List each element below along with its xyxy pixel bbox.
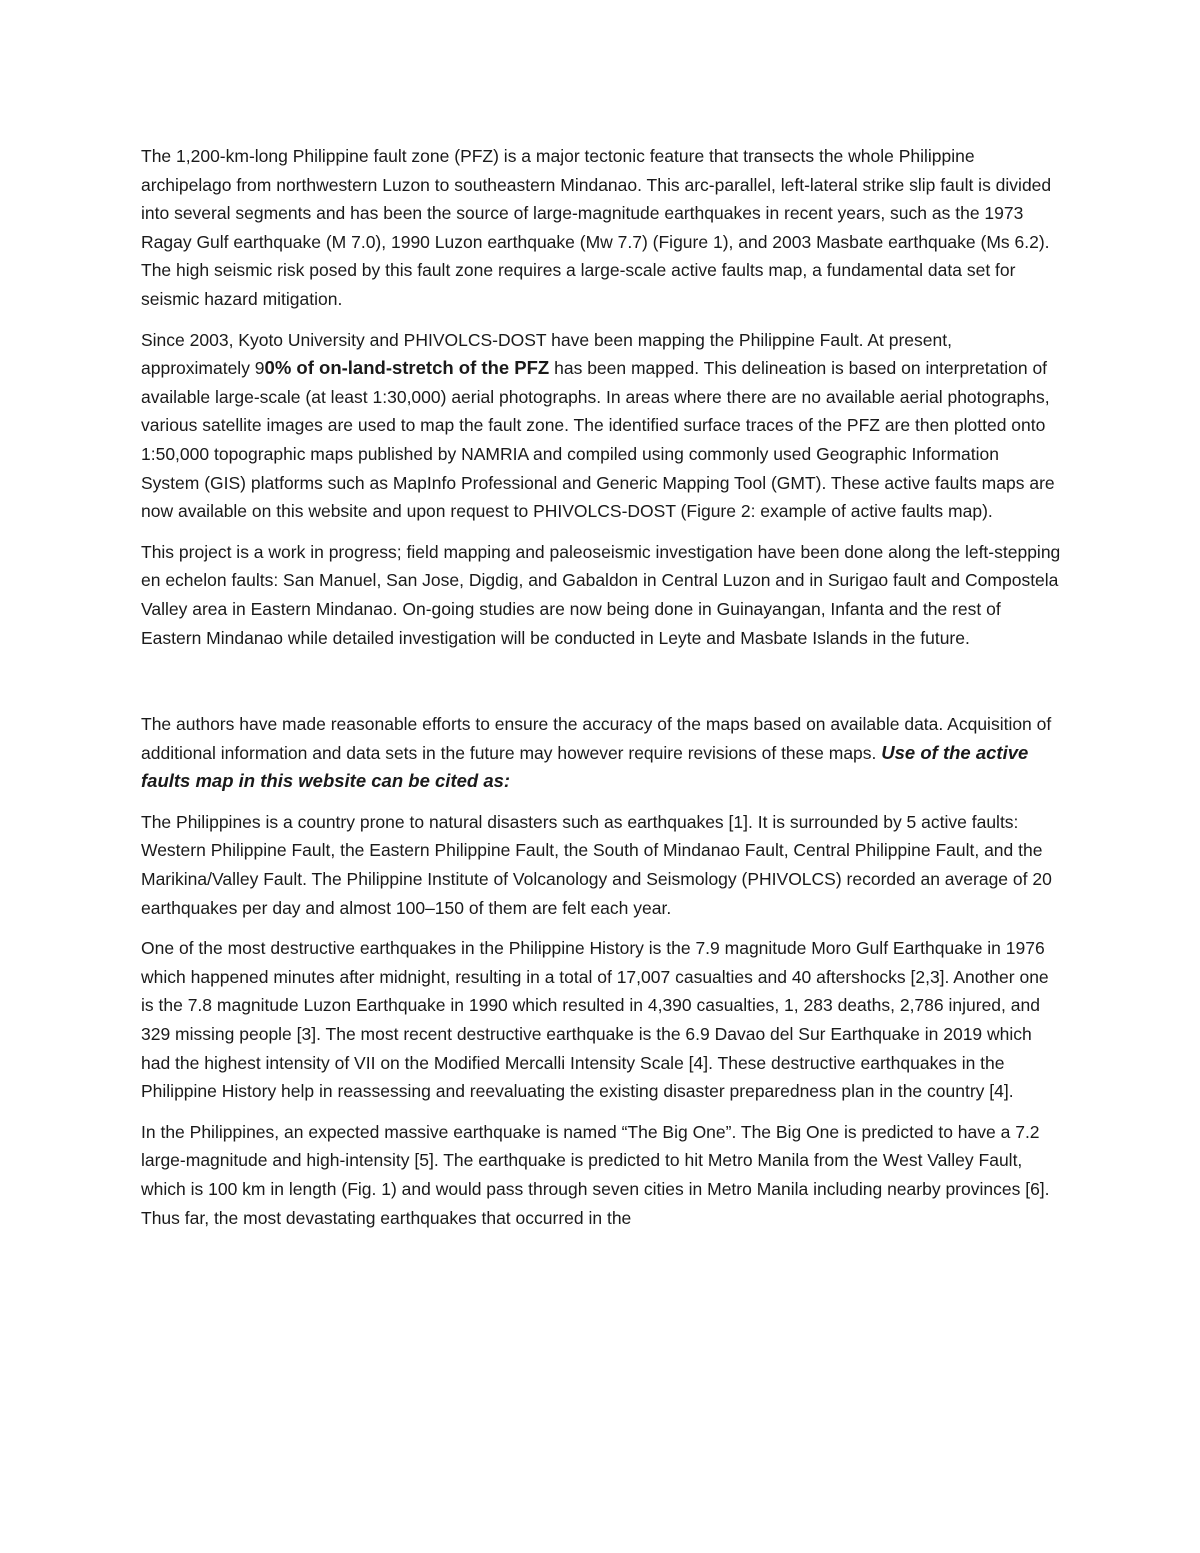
paragraph-citation-note: Use of the active faults map in this website can be cited as: [141, 741, 1029, 792]
paragraph-mapping-progress-bold: 0% of on-land-stretch of the PFZ [264, 357, 550, 379]
document-body [141, 142, 1061, 1244]
paragraph-destructive-earthquakes: One of the most destructive earthquakes in the Philippine History is the 7.9 magnitude Moro Gulf Earthquake in 1976 which happened minutes after midnight, resulting in a total of 17,007 casualties and 40 aftershocks [2,3]. Another one is the 7.8 magnitude Luzon Earthquake in 1990 which resulted in 4,390 casualties, 1, 283 deaths, 2,786 injured, and 329 missing people [3]. The most recent destructive earthquake is the 6.9 Davao del Sur Earthquake in 2019 which had the highest intensity of VII on the Modified Mercalli Intensity Scale [4]. These destructive earthquakes in the Philippine History help in reassessing and reevaluating the existing disaster preparedness plan in the country [4]. [141, 938, 1049, 1102]
paragraph-mapping-progress [141, 326, 1061, 526]
paragraph-accuracy-text: The authors have made reasonable efforts to ensure the accuracy of the maps based on available data. Acquisition of additional information and data sets in the future may however require revisions of these maps. [141, 714, 1052, 763]
paragraph-big-one: In the Philippines, an expected massive earthquake is named “The Big One”. The Big One is predicted to have a 7.2 large-magnitude and high-intensity [5]. The earthquake is predicted to hit Metro Manila from the West Valley Fault, which is 100 km in length (Fig. 1) and would pass through seven cities in Metro Manila including nearby provinces [6]. Thus far, the most devastating earthquakes that occurred in the [141, 1121, 1050, 1228]
paragraph-mapping-progress-text-b: has been mapped. This delineation is based on interpretation of available large-scale (at least 1:30,000) aerial photographs. In areas where there are no available aerial photographs, various satellite images are used to map the fault zone. The identified surface traces of the PFZ are then plotted onto 1:50,000 topographic maps published by NAMRIA and compiled using commonly used Geographic Information System (GIS) platforms such as MapInfo Professional and Generic Mapping Tool (GMT). These active faults maps are now available on this website and upon request to PHIVOLCS-DOST (Figure 2: example of active faults map). [141, 358, 1055, 522]
paragraph-pfz-overview: The 1,200-km-long Philippine fault zone (PFZ) is a major tectonic feature that transects the whole Philippine archipelago from northwestern Luzon to southeastern Mindanao. This arc-parallel, left-lateral strike slip fault is divided into several segments and has been the source of large-magnitude earthquakes in recent years, such as the 1973 Ragay Gulf earthquake (M 7.0), 1990 Luzon earthquake (Mw 7.7) (Figure 1), and 2003 Masbate earthquake (Ms 6.2). The high seismic risk posed by this fault zone requires a large-scale active faults map, a fundamental data set for seismic hazard mitigation. [141, 146, 1052, 309]
paragraph-mapping-progress-text-a: Since 2003, Kyoto University and PHIVOLCS-DOST have been mapping the Philippine Fault. At present, approximately 9 [141, 329, 952, 379]
paragraph-spacer [141, 664, 1061, 710]
paragraph-accuracy-disclaimer [141, 710, 1061, 796]
paragraph-natural-disasters: The Philippines is a country prone to natural disasters such as earthquakes [1]. It is surrounded by 5 active faults: Western Philippine Fault, the Eastern Philippine Fault, the South of Mindanao Fault, Central Philippine Fault, and the Marikina/Valley Fault. The Philippine Institute of Volcanology and Seismology (PHIVOLCS) recorded an average of 20 earthquakes per day and almost 100–150 of them are felt each year. [141, 811, 1052, 918]
paragraph-work-in-progress: This project is a work in progress; field mapping and paleoseismic investigation have been done along the left-stepping en echelon faults: San Manuel, San Jose, Digdig, and Gabaldon in Central Luzon and in Surigao fault and Compostela Valley area in Eastern Mindanao. On-going studies are now being done in Guinayangan, Infanta and the rest of Eastern Mindanao while detailed investigation will be conducted in Leyte and Masbate Islands in the future. [141, 541, 1061, 648]
